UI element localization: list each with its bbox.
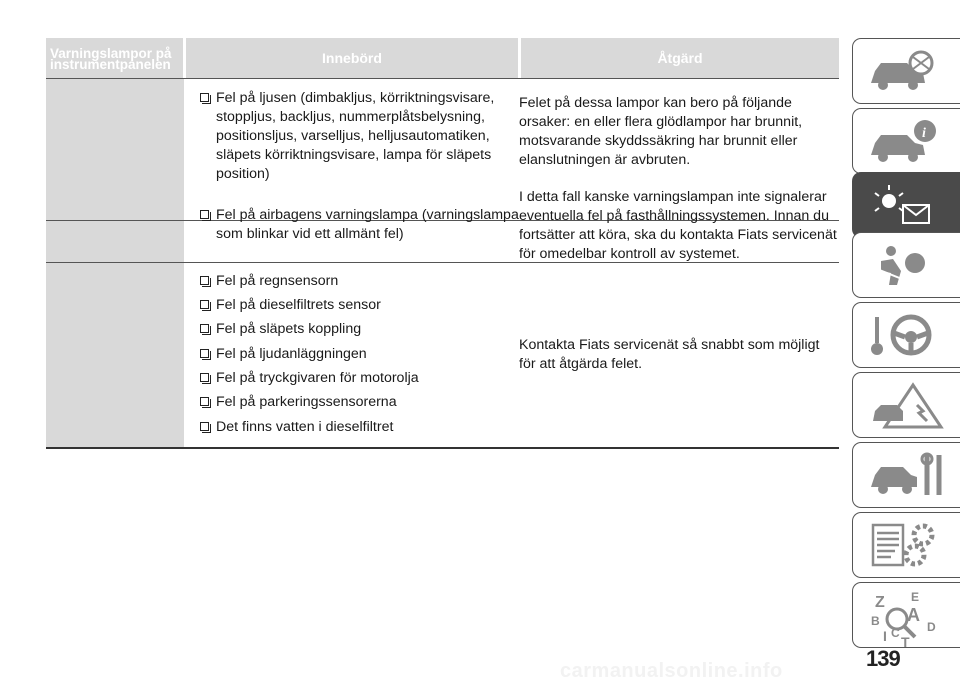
- warning-light-message-icon: [867, 181, 947, 231]
- header-warning-lights: Varningslampor på instrumentpanelen: [50, 46, 172, 72]
- svg-text:B: B: [871, 614, 880, 628]
- header-action: Åtgärd: [657, 50, 703, 66]
- table-header: [46, 38, 839, 78]
- table-bottom-rule: [46, 447, 839, 449]
- meaning-item: Fel på släpets koppling: [186, 320, 522, 339]
- svg-text:T: T: [901, 634, 910, 647]
- car-crash-warning-icon: [867, 381, 947, 431]
- action-text: Felet på dessa lampor kan bero på följande orsaker: en eller flera glödlampor har brunnit, motsvarande skyddssäkring har brunnit eller elanslutningen är avbruten.: [519, 95, 803, 168]
- svg-text:C: C: [891, 626, 900, 640]
- action-text: I detta fall kanske varningslampan inte signalerar eventuella fel på fasthållningssystemen. Innan du fortsätter att köra, ska du kontakta Fiats servicenät för omedelbar kontroll av systemet.: [519, 189, 837, 262]
- svg-text:I: I: [883, 628, 887, 644]
- meaning-item: Fel på regnsensorn: [186, 272, 522, 291]
- meaning-item: Fel på tryckgivaren för motorolja: [186, 369, 522, 388]
- checkbox-bullet-icon: [200, 300, 209, 309]
- warning-lamp-cell: [46, 79, 184, 220]
- car-info-icon: [867, 117, 947, 167]
- checkbox-bullet-icon: [200, 324, 209, 333]
- tab-car-info[interactable]: [852, 108, 960, 174]
- tab-car-search[interactable]: [852, 38, 960, 104]
- meaning-item: Det finns vatten i dieselfiltret: [186, 418, 522, 437]
- checkbox-bullet-icon: [200, 276, 209, 285]
- meaning-item: Fel på ljusen (dimbakljus, körriktningsvisare, stoppljus, backljus, nummerplåtsbelysning, positionsljus, varselljus, helljusautomatiken, släpets körriktningsvisare, lampa för släpets position): [186, 89, 522, 184]
- tab-emergency[interactable]: [852, 372, 960, 438]
- steering-wheel-key-icon: [867, 311, 947, 361]
- checkbox-bullet-icon: [200, 210, 209, 219]
- page-number: 139: [866, 646, 900, 671]
- checkbox-bullet-icon: [200, 373, 209, 382]
- car-search-icon: [867, 47, 947, 97]
- checkbox-bullet-icon: [200, 349, 209, 358]
- specs-gears-icon: [867, 521, 947, 571]
- meaning-item: Fel på ljudanläggningen: [186, 345, 522, 364]
- svg-text:A: A: [907, 605, 920, 625]
- tab-starting-driving[interactable]: [852, 302, 960, 368]
- tab-warning-lights[interactable]: [852, 172, 960, 238]
- checkbox-bullet-icon: [200, 93, 209, 102]
- tab-maintenance[interactable]: [852, 442, 960, 508]
- checkbox-bullet-icon: [200, 422, 209, 431]
- tab-safety[interactable]: [852, 232, 960, 298]
- svg-text:D: D: [927, 620, 936, 634]
- svg-text:E: E: [911, 591, 920, 604]
- meaning-item: Fel på dieselfiltrets sensor: [186, 296, 522, 315]
- tab-technical-data[interactable]: [852, 512, 960, 578]
- header-meaning: Innebörd: [322, 50, 382, 66]
- meaning-item: Fel på airbagens varningslampa (varningslampa som blinkar vid ett allmänt fel): [186, 206, 522, 244]
- checkbox-bullet-icon: [200, 397, 209, 406]
- warning-lamp-cell: [46, 263, 184, 447]
- svg-text:i: i: [922, 126, 926, 141]
- car-tools-icon: [867, 451, 947, 501]
- seat-airbag-icon: [867, 241, 947, 291]
- svg-text:Z: Z: [875, 594, 885, 611]
- watermark: carmanualsonline.info: [560, 660, 783, 682]
- alphabet-index-icon: [867, 591, 947, 647]
- meaning-item: Fel på parkeringssensorerna: [186, 393, 522, 412]
- action-text: Kontakta Fiats servicenät så snabbt som möjligt för att åtgärda felet.: [519, 337, 820, 372]
- tab-index[interactable]: [852, 582, 960, 648]
